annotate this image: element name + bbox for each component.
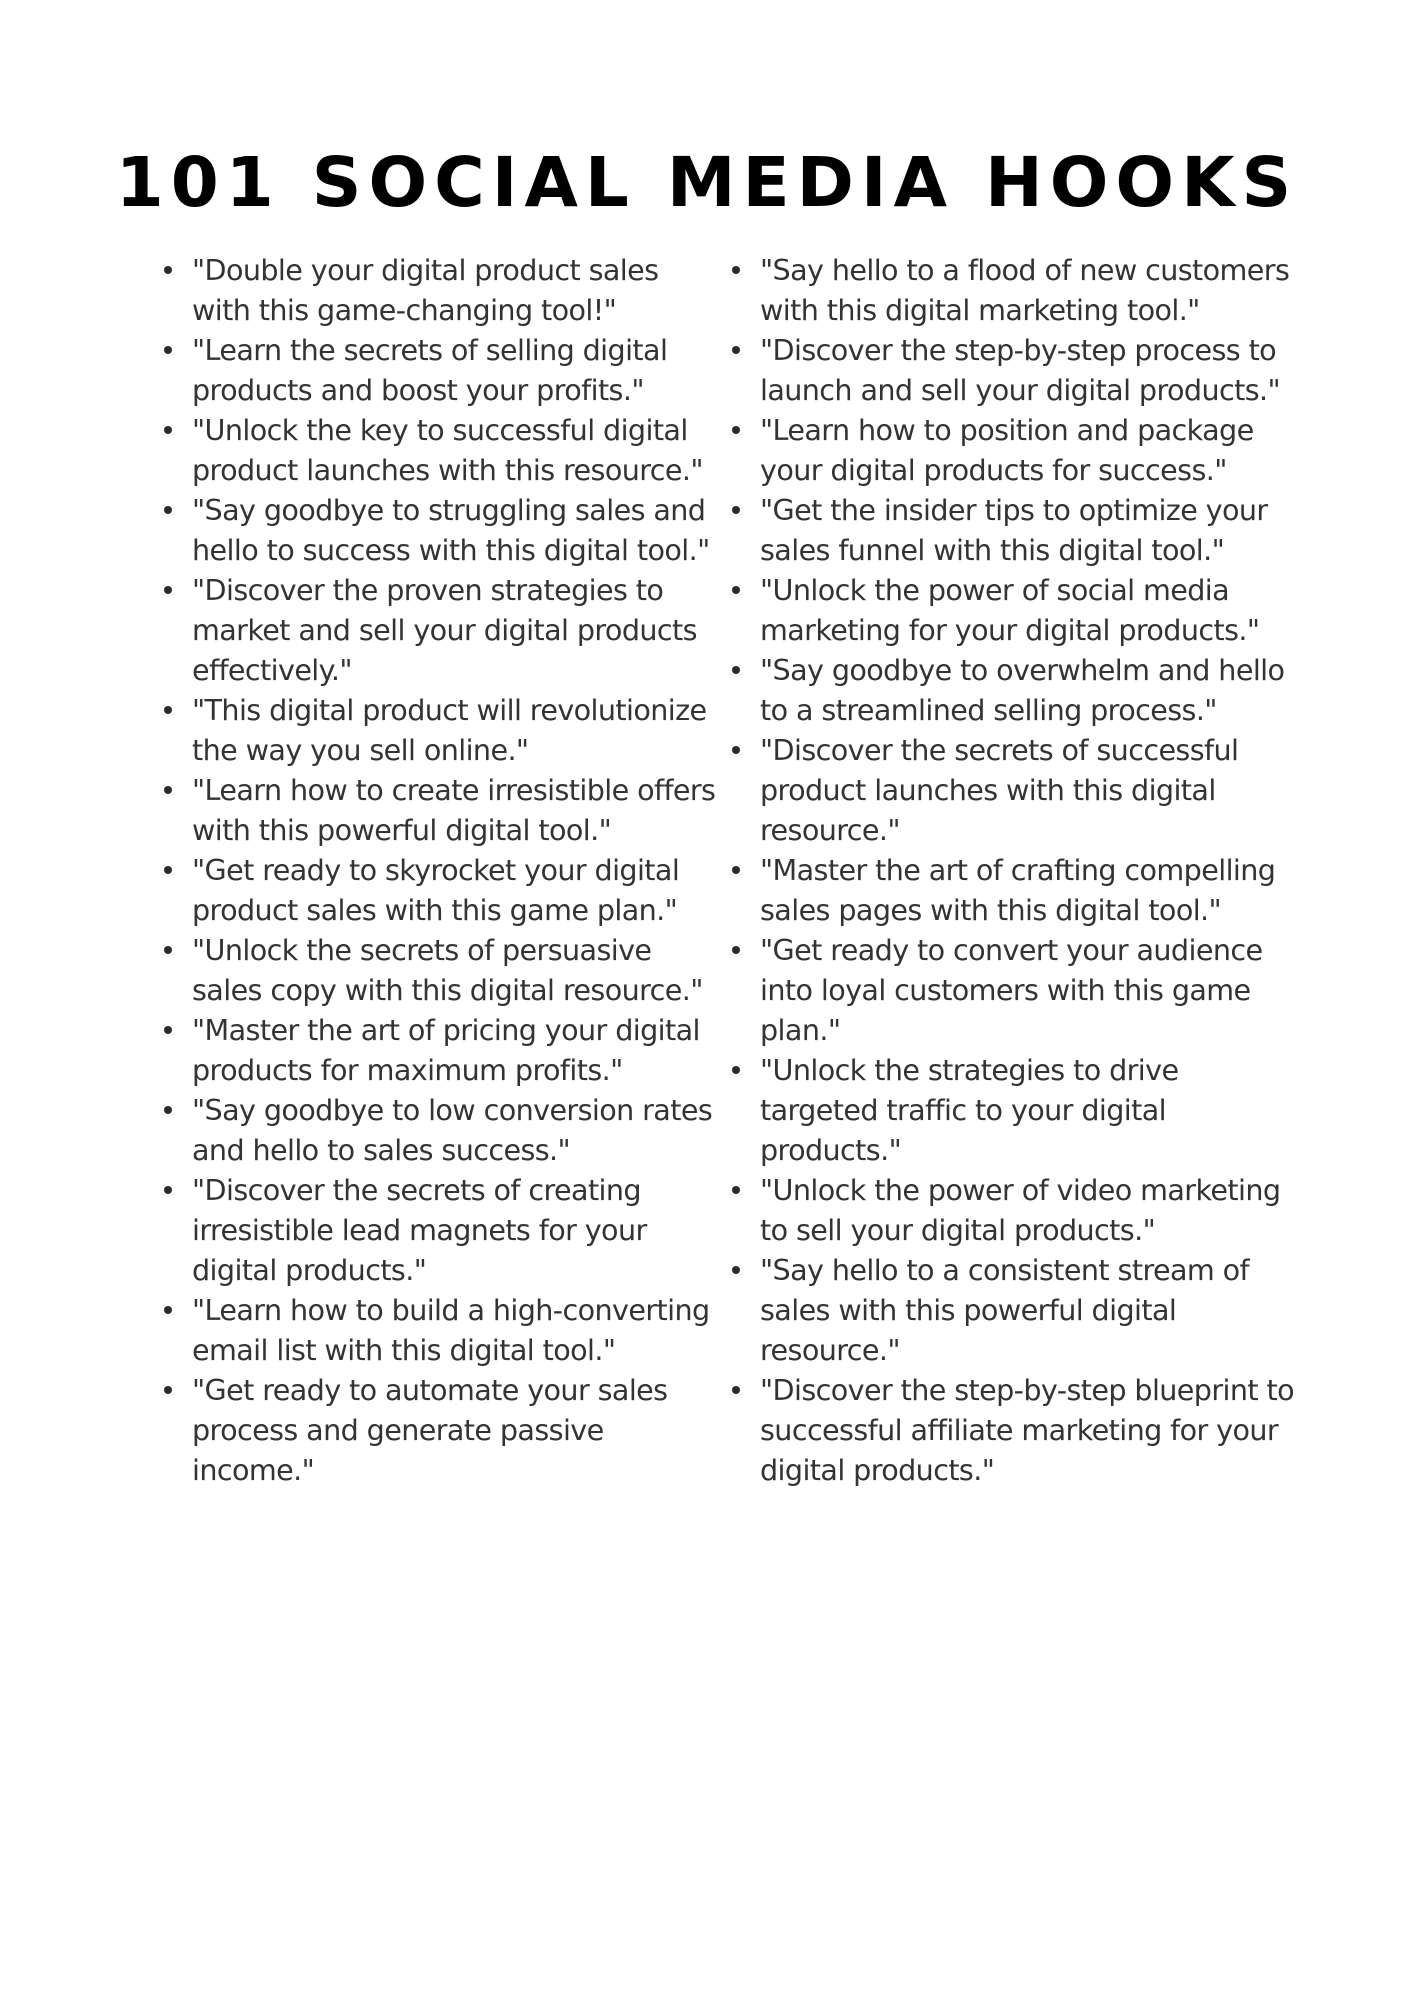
list-item-text: "Say hello to a flood of new customers with this digital marketing tool." [760, 253, 1290, 327]
bullet-dot-icon [732, 426, 740, 434]
bullet-dot-icon [732, 1266, 740, 1274]
list-item [728, 250, 1298, 330]
list-item [728, 1250, 1298, 1370]
list-item [728, 850, 1298, 930]
bullet-dot-icon [732, 506, 740, 514]
list-item [160, 930, 720, 1010]
list-item-text: "Learn how to create irresistible offers with this powerful digital tool." [192, 773, 716, 847]
list-item [728, 410, 1298, 490]
list-item [728, 730, 1298, 850]
list-item-text: "Unlock the secrets of persuasive sales copy with this digital resource." [192, 933, 703, 1007]
list-item [160, 1090, 720, 1170]
list-item-text: "Unlock the power of social media marketing for your digital products." [760, 573, 1260, 647]
page-title: 101 SOCIAL MEDIA HOOKS [115, 143, 1299, 223]
bullet-dot-icon [164, 706, 172, 714]
bullet-dot-icon [732, 586, 740, 594]
list-item [728, 1370, 1298, 1490]
list-item-text: "Discover the proven strategies to market and sell your digital products effectively." [192, 573, 697, 687]
list-item-text: "Master the art of crafting compelling sales pages with this digital tool." [760, 853, 1276, 927]
list-item [728, 650, 1298, 730]
list-item [160, 1170, 720, 1290]
list-item [728, 930, 1298, 1050]
list-item-text: "Say hello to a consistent stream of sales with this powerful digital resource." [760, 1253, 1249, 1367]
list-item [728, 330, 1298, 410]
list-item [160, 1010, 720, 1090]
bullet-dot-icon [732, 1066, 740, 1074]
bullet-dot-icon [164, 1186, 172, 1194]
list-item-text: "Discover the step-by-step process to launch and sell your digital products." [760, 333, 1281, 407]
list-item-text: "Discover the secrets of successful product launches with this digital resource." [760, 733, 1239, 847]
list-item-text: "Double your digital product sales with this game-changing tool!" [192, 253, 659, 327]
list-item-text: "Get ready to automate your sales process and generate passive income." [192, 1373, 668, 1487]
list-item-text: "Discover the secrets of creating irresistible lead magnets for your digital products." [192, 1173, 647, 1287]
list-item [160, 250, 720, 330]
bullet-dot-icon [164, 1386, 172, 1394]
list-item-text: "Master the art of pricing your digital products for maximum profits." [192, 1013, 700, 1087]
list-item [160, 1290, 720, 1370]
list-item-text: "Discover the step-by-step blueprint to successful affiliate marketing for your digital products." [760, 1373, 1294, 1487]
list-item [160, 570, 720, 690]
list-item [728, 1050, 1298, 1170]
list-item-text: "Learn the secrets of selling digital products and boost your profits." [192, 333, 668, 407]
list-item [728, 570, 1298, 650]
bullet-dot-icon [164, 346, 172, 354]
bullet-dot-icon [732, 1386, 740, 1394]
bullet-dot-icon [732, 946, 740, 954]
bullet-dot-icon [164, 426, 172, 434]
bullet-dot-icon [732, 746, 740, 754]
list-item [160, 850, 720, 930]
list-item-text: "Say goodbye to overwhelm and hello to a streamlined selling process." [760, 653, 1285, 727]
bullet-dot-icon [164, 946, 172, 954]
list-item [160, 330, 720, 410]
hooks-list-left [160, 250, 720, 1490]
list-item-text: "Get the insider tips to optimize your sales funnel with this digital tool." [760, 493, 1268, 567]
bullet-dot-icon [164, 1106, 172, 1114]
bullet-dot-icon [732, 1186, 740, 1194]
bullet-dot-icon [164, 866, 172, 874]
list-item-text: "Get ready to skyrocket your digital product sales with this game plan." [192, 853, 680, 927]
list-item-text: "This digital product will revolutionize the way you sell online." [192, 693, 707, 767]
list-item-text: "Unlock the key to successful digital product launches with this resource." [192, 413, 703, 487]
bullet-dot-icon [732, 266, 740, 274]
list-item-text: "Get ready to convert your audience into loyal customers with this game plan." [760, 933, 1263, 1047]
list-item [160, 1370, 720, 1490]
list-item-text: "Unlock the power of video marketing to sell your digital products." [760, 1173, 1281, 1247]
list-item [728, 490, 1298, 570]
list-item [160, 490, 720, 570]
bullet-dot-icon [732, 866, 740, 874]
list-item-text: "Unlock the strategies to drive targeted traffic to your digital products." [760, 1053, 1179, 1167]
list-item [160, 690, 720, 770]
bullet-dot-icon [732, 346, 740, 354]
bullet-dot-icon [164, 786, 172, 794]
bullet-dot-icon [164, 586, 172, 594]
hooks-list-right [728, 250, 1298, 1490]
list-item [728, 1170, 1298, 1250]
list-item-text: "Say goodbye to struggling sales and hello to success with this digital tool." [192, 493, 710, 567]
list-item-text: "Learn how to build a high-converting email list with this digital tool." [192, 1293, 710, 1367]
bullet-dot-icon [164, 1306, 172, 1314]
bullet-dot-icon [164, 266, 172, 274]
list-item [160, 410, 720, 490]
bullet-dot-icon [164, 1026, 172, 1034]
list-item [160, 770, 720, 850]
bullet-dot-icon [164, 506, 172, 514]
bullet-dot-icon [732, 666, 740, 674]
list-item-text: "Say goodbye to low conversion rates and hello to sales success." [192, 1093, 713, 1167]
list-item-text: "Learn how to position and package your digital products for success." [760, 413, 1254, 487]
